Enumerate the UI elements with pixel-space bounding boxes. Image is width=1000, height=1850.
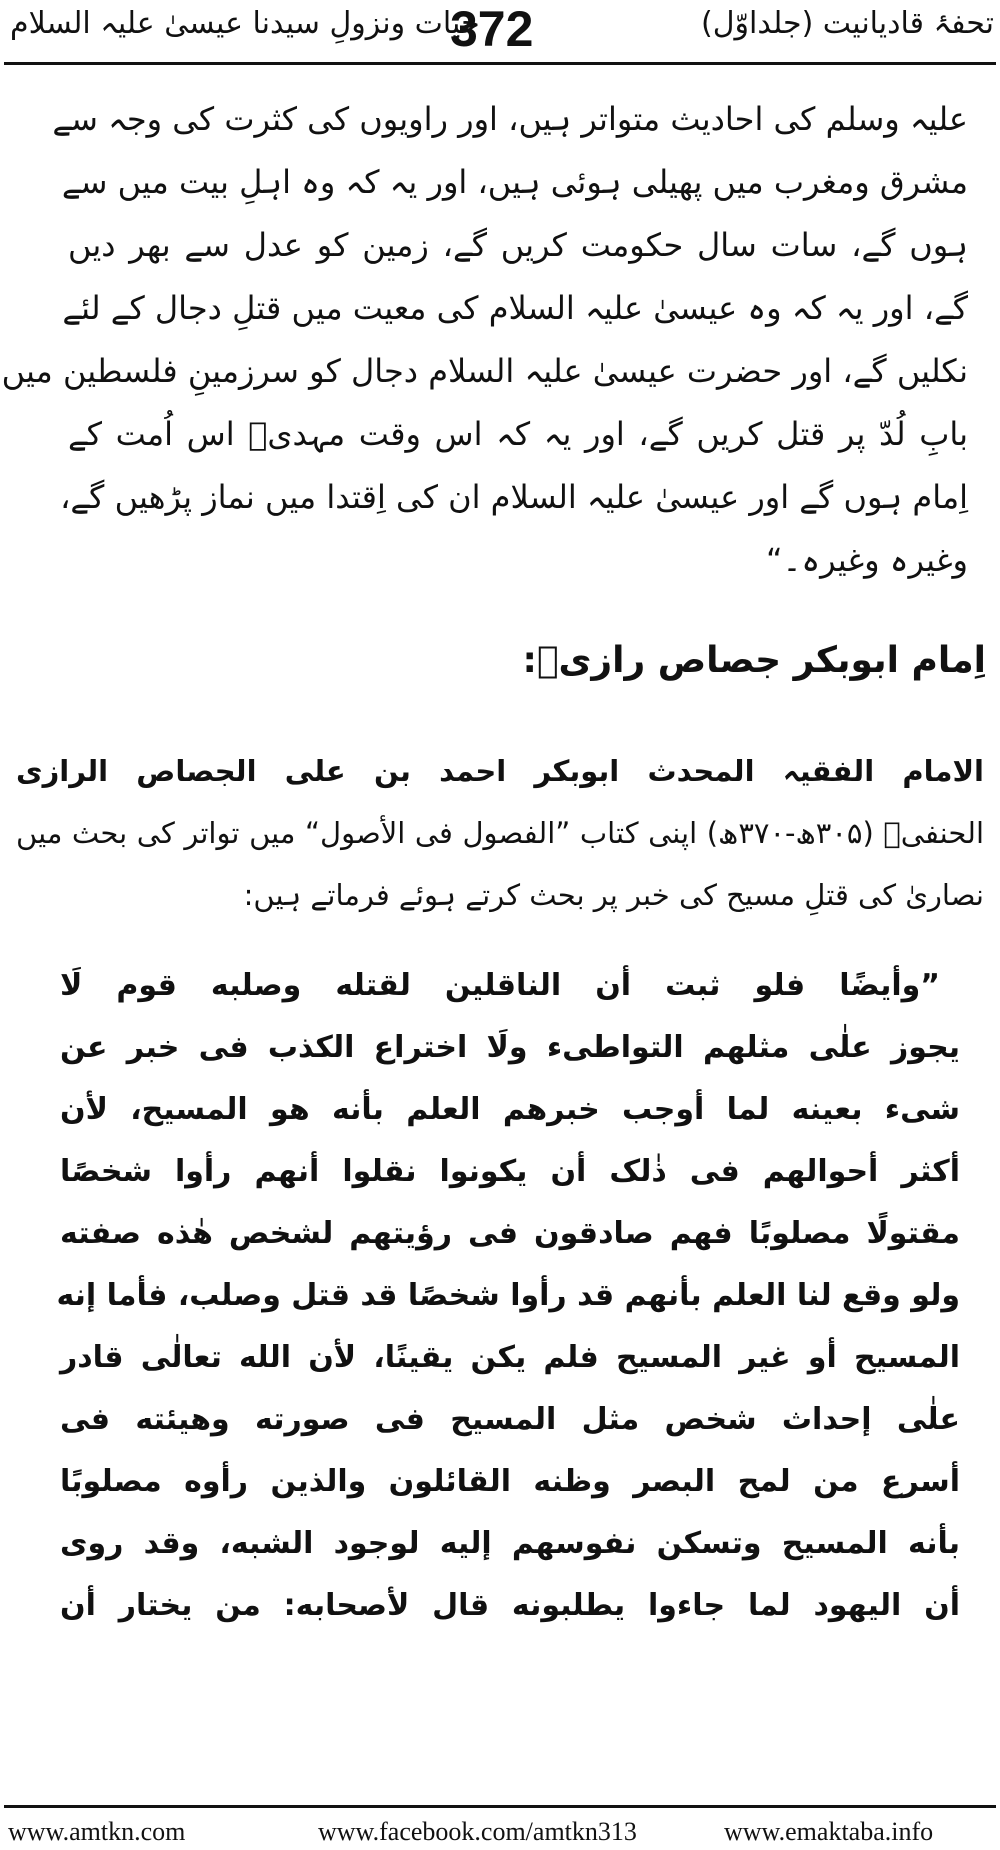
quote-line: ولو وقع لنا العلم بأنهم قد رأوا شخصًا قد قتل وصلب، فأما إنه	[56, 1278, 960, 1313]
urdu-paragraph	[1, 88, 968, 592]
header-rule	[4, 62, 996, 65]
emaktaba-link[interactable]: www.emaktaba.info	[724, 1817, 934, 1846]
quote-line: أکثر أحوالهم فی ذٰلک أن یکونوا نقلوا أنهم رأوا شخصًا	[60, 1154, 960, 1189]
intro-paragraph	[16, 740, 984, 926]
chapter-title: حیات ونزولِ سیدنا عیسیٰ علیہ السلام	[10, 6, 480, 41]
footer-rule	[4, 1805, 996, 1808]
arabic-quote	[56, 955, 960, 1637]
book-title: تحفۂ قادیانیت (جلداوّل)	[701, 6, 994, 41]
page-footer	[0, 1805, 1000, 1850]
quote-line: علٰی إحداث شخص مثل المسیح فی صورته وهیئته فی	[60, 1402, 960, 1437]
text-line: اِمام ہوں گے اور عیسیٰ علیہ السلام ان کی اِقتدا میں نماز پڑھیں گے،	[60, 478, 968, 516]
text-line: الحنفیؒ (۳۰۵ھ-۳۷۰ھ) اپنی کتاب ”الفصول فی الأصول“ میں تواتر کی بحث میں	[16, 816, 984, 850]
quote-line: أسرع من لمح البصر وظنه القائلون والذین رأوه مصلوبًا	[60, 1464, 960, 1499]
text-line: بابِ لُدّ پر قتل کریں گے، اور یہ کہ اس وقت مہدیؓ اس اُمت کے	[68, 415, 968, 453]
text-line: نکلیں گے، اور حضرت عیسیٰ علیہ السلام دجال کو سرزمینِ فلسطین میں	[1, 352, 968, 390]
quote-line: شیء بعینه لما أوجب خبرهم العلم بأنه هو المسیح، لأن	[60, 1092, 960, 1127]
section-heading: اِمام ابوبکر جصاص رازیؒ:	[522, 640, 986, 681]
text-line: گے، اور یہ کہ وہ عیسیٰ علیہ السلام کی معیت میں قتلِ دجال کے لئے	[62, 289, 968, 327]
quote-line: المسیح أو غیر المسیح فلم یکن یقینًا، لأن الله تعالٰی قادر	[60, 1340, 960, 1375]
text-line: ہوں گے، سات سال حکومت کریں گے، زمین کو عدل سے بھر دیں	[68, 226, 968, 264]
website-link[interactable]: www.amtkn.com	[8, 1817, 186, 1846]
quote-line: ”وأیضًا فلو ثبت أن الناقلین لقتله وصلبه قوم لَا	[60, 968, 940, 1003]
quote-line: مقتولًا مصلوبًا فهم صادقون فی رؤیتهم لشخص هٰذه صفته	[60, 1216, 960, 1251]
text-line: وغیرہ وغیرہ۔“	[766, 541, 968, 579]
text-line: مشرق ومغرب میں پھیلی ہوئی ہیں، اور یہ کہ وہ اہلِ بیت میں سے	[61, 163, 968, 201]
page-header	[0, 0, 1000, 62]
quote-line: بأنه المسیح وتسکن نفوسهم إلیه لوجود الشبه، وقد روی	[60, 1526, 960, 1561]
text-line: نصاریٰ کی قتلِ مسیح کی خبر پر بحث کرتے ہوئے فرماتے ہیں:	[243, 878, 984, 912]
text-line: الامام الفقیہ المحدث ابوبکر احمد بن علی الجصاص الرازی	[16, 754, 984, 788]
page-number: 372	[450, 1, 534, 57]
quote-line: یجوز علٰی مثلهم التواطیء ولَا اختراع الکذب فی خبر عن	[60, 1030, 960, 1065]
facebook-link[interactable]: www.facebook.com/amtkn313	[318, 1817, 637, 1846]
text-line: علیہ وسلم کی احادیث متواتر ہیں، اور راویوں کی کثرت کی وجہ سے	[52, 100, 968, 138]
quote-line: أن الیهود لما جاءوا یطلبونه قال لأصحابه: من یختار أن	[60, 1588, 960, 1623]
